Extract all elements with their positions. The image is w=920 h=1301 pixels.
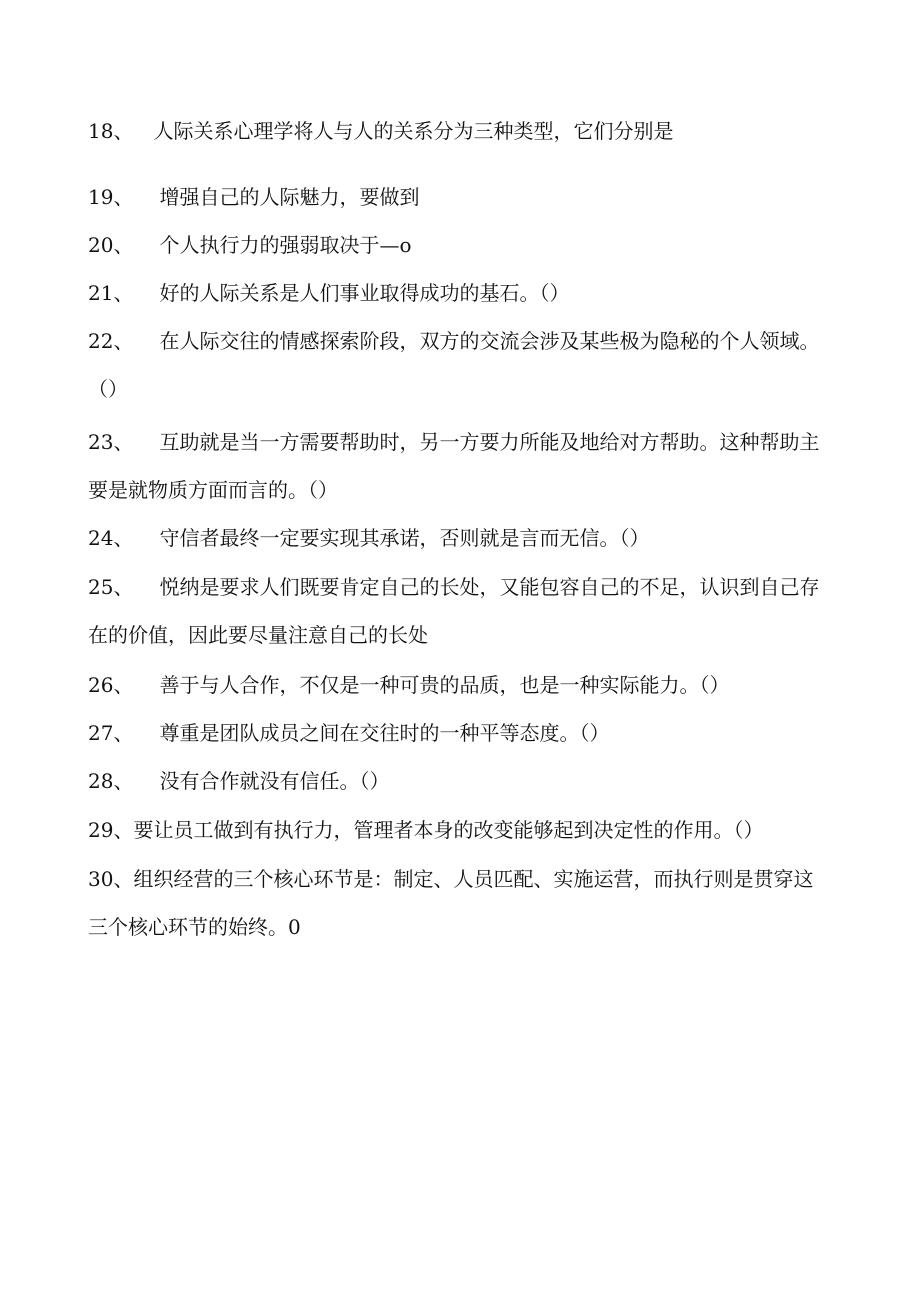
question-text: 人际关系心理学将人与人的关系分为三种类型，它们分别是 — [153, 119, 674, 143]
question-text: 个人执行力的强弱取决于—o — [159, 233, 412, 257]
question-text: 增强自己的人际魅力，要做到 — [159, 185, 420, 209]
question-19 — [88, 173, 828, 221]
question-18 — [88, 107, 828, 155]
question-28 — [88, 757, 828, 805]
question-number: 26、 — [88, 673, 134, 697]
question-21 — [88, 269, 828, 317]
question-text: 要让员工做到有执行力，管理者本身的改变能够起到决定性的作用。（） — [133, 818, 764, 842]
question-number: 24、 — [88, 526, 134, 550]
question-number: 22、 — [88, 329, 134, 353]
question-text: 善于与人合作，不仅是一种可贵的品质，也是一种实际能力。（） — [159, 673, 730, 697]
question-number: 23、 — [88, 430, 134, 454]
question-22 — [88, 317, 828, 413]
question-text: 尊重是团队成员之间在交往时的一种平等态度。（） — [159, 721, 610, 745]
question-number: 27、 — [88, 721, 134, 745]
question-number: 25、 — [88, 575, 134, 599]
question-number: 19、 — [88, 185, 134, 209]
question-24 — [88, 514, 828, 562]
question-number: 21、 — [88, 281, 134, 305]
question-number: 18、 — [88, 119, 134, 143]
question-number: 28、 — [88, 769, 134, 793]
question-number: 30、 — [88, 867, 134, 891]
question-text: 没有合作就没有信任。（） — [159, 769, 390, 793]
question-29 — [88, 806, 828, 854]
question-number: 20、 — [88, 233, 134, 257]
question-text: 互助就是当一方需要帮助时，另一方要力所能及地给对方帮助。这种帮助主要是就物质方面而言的。（） — [88, 430, 820, 502]
question-20 — [88, 221, 828, 269]
question-27 — [88, 709, 828, 757]
question-23 — [88, 418, 828, 514]
question-26 — [88, 661, 828, 709]
question-number: 29、 — [88, 818, 134, 842]
question-text: 在人际交往的情感探索阶段，双方的交流会涉及某些极为隐秘的个人领域。（） — [88, 329, 820, 401]
question-text: 守信者最终一定要实现其承诺，否则就是言而无信。（） — [159, 526, 650, 550]
question-text: 组织经营的三个核心环节是：制定、人员匹配、实施运营，而执行则是贯穿这三个核心环节的始终。0 — [88, 867, 814, 939]
question-text: 好的人际关系是人们事业取得成功的基石。（） — [159, 281, 570, 305]
question-25 — [88, 563, 828, 659]
question-text: 悦纳是要求人们既要肯定自己的长处，又能包容自己的不足，认识到自己存在的价值，因此要尽量注意自己的长处 — [88, 575, 820, 647]
question-30 — [88, 855, 828, 951]
